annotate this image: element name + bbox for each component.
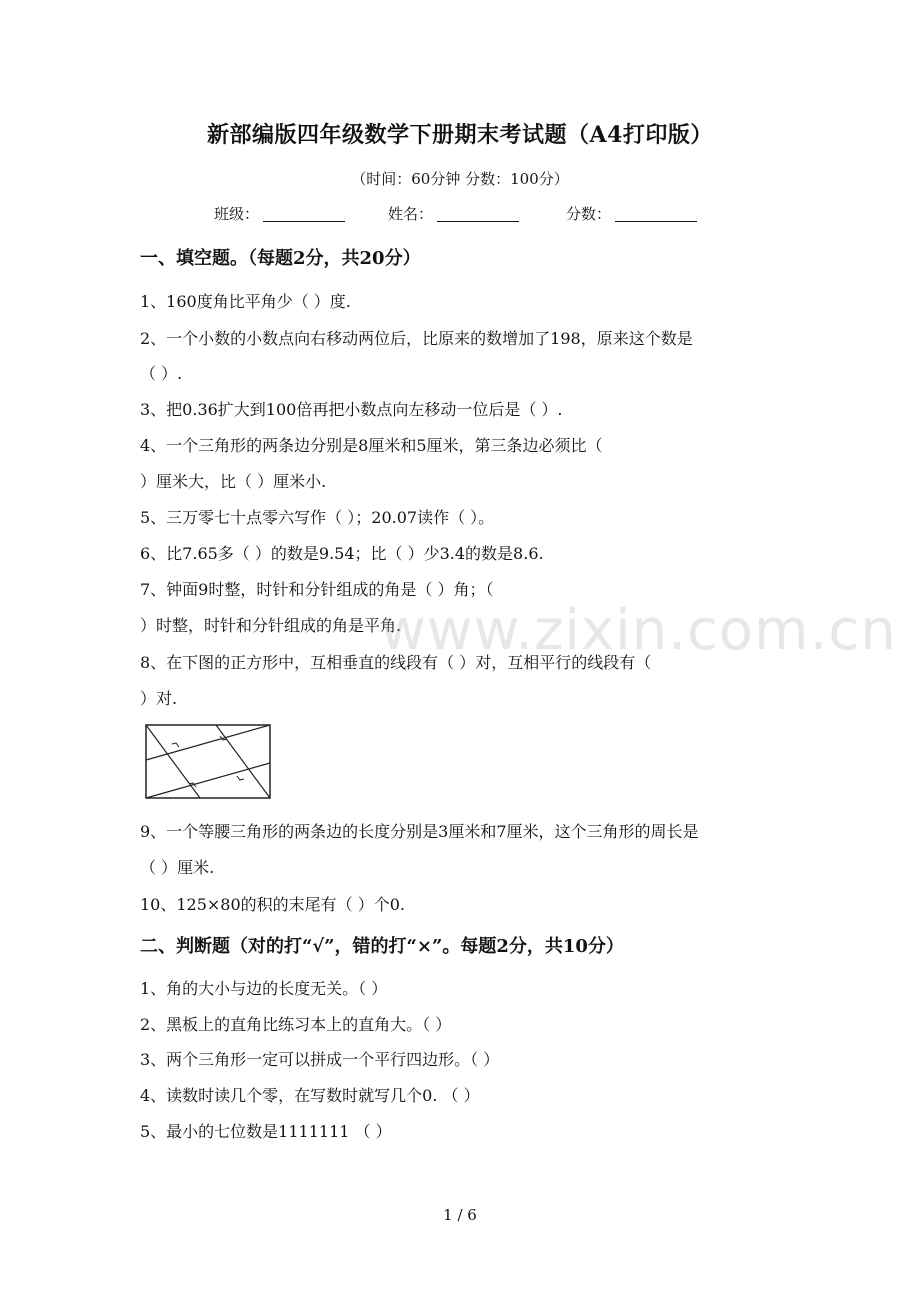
question-line: （ ）厘米. — [140, 858, 215, 877]
score-label: 分数： — [566, 205, 612, 223]
page-title: 新部编版四年级数学下册期末考试题（A4打印版） — [207, 122, 713, 148]
class-label: 班级： — [214, 205, 260, 223]
question-line: 7、钟面9时整，时针和分针组成的角是（ ）角；（ — [140, 580, 494, 599]
judge-line: 1、角的大小与边的长度无关。（ ） — [140, 979, 388, 998]
question-line: 3、把0.36扩大到100倍再把小数点向左移动一位后是（ ）. — [140, 400, 563, 419]
question-line: ）厘米大，比（ ）厘米小. — [140, 472, 327, 491]
watermark: www.zixin.com.cn — [380, 598, 897, 663]
class-blank — [263, 205, 345, 222]
question-line: 5、三万零七十点零六写作（ ）；20.07读作（ ）。 — [140, 508, 495, 527]
right-angle-mark — [237, 776, 244, 780]
segment-d — [146, 763, 270, 798]
question-line: （ ）. — [140, 364, 183, 383]
question-line: 8、在下图的正方形中，互相垂直的线段有（ ）对，互相平行的线段有（ — [140, 653, 652, 672]
section-true-false-heading: 二、判断题（对的打“√”，错的打“×”。每题2分，共10分） — [140, 936, 624, 957]
judge-line: 5、最小的七位数是1111111 （ ） — [140, 1122, 392, 1141]
segment-c — [216, 725, 270, 798]
outer-square — [146, 725, 270, 798]
segment-b — [146, 725, 270, 760]
score-blank — [615, 205, 697, 222]
name-blank — [437, 205, 519, 222]
page-number: 1 / 6 — [443, 1206, 477, 1224]
name-field — [388, 203, 519, 224]
score-field — [566, 203, 697, 224]
name-label: 姓名： — [388, 205, 434, 223]
question-line: 2、一个小数的小数点向右移动两位后，比原来的数增加了198，原来这个数是 — [140, 329, 693, 348]
square-diagram — [143, 722, 275, 802]
class-field — [214, 203, 345, 224]
segment-a — [146, 725, 200, 798]
question-line: ）对. — [140, 689, 178, 708]
right-angle-mark — [172, 743, 179, 747]
question-line: 9、一个等腰三角形的两条边的长度分别是3厘米和7厘米，这个三角形的周长是 — [140, 822, 699, 841]
question-line: 4、一个三角形的两条边分别是8厘米和5厘米，第三条边必须比（ — [140, 436, 603, 455]
judge-line: 2、黑板上的直角比练习本上的直角大。（ ） — [140, 1015, 452, 1034]
judge-line: 3、两个三角形一定可以拼成一个平行四边形。（ ） — [140, 1050, 500, 1069]
question-line: 6、比7.65多（ ）的数是9.54；比（ ）少3.4的数是8.6. — [140, 544, 544, 563]
section-fill-blank-heading: 一、填空题。（每题2分，共20分） — [140, 248, 421, 269]
judge-line: 4、读数时读几个零，在写数时就写几个0. （ ） — [140, 1086, 480, 1105]
question-line: ）时整，时针和分针组成的角是平角. — [140, 616, 402, 635]
question-line: 10、125×80的积的末尾有（ ）个0. — [140, 895, 406, 914]
question-line: 1、160度角比平角少（ ）度. — [140, 292, 351, 311]
exam-time-score: （时间：60分钟 分数：100分） — [351, 170, 569, 188]
